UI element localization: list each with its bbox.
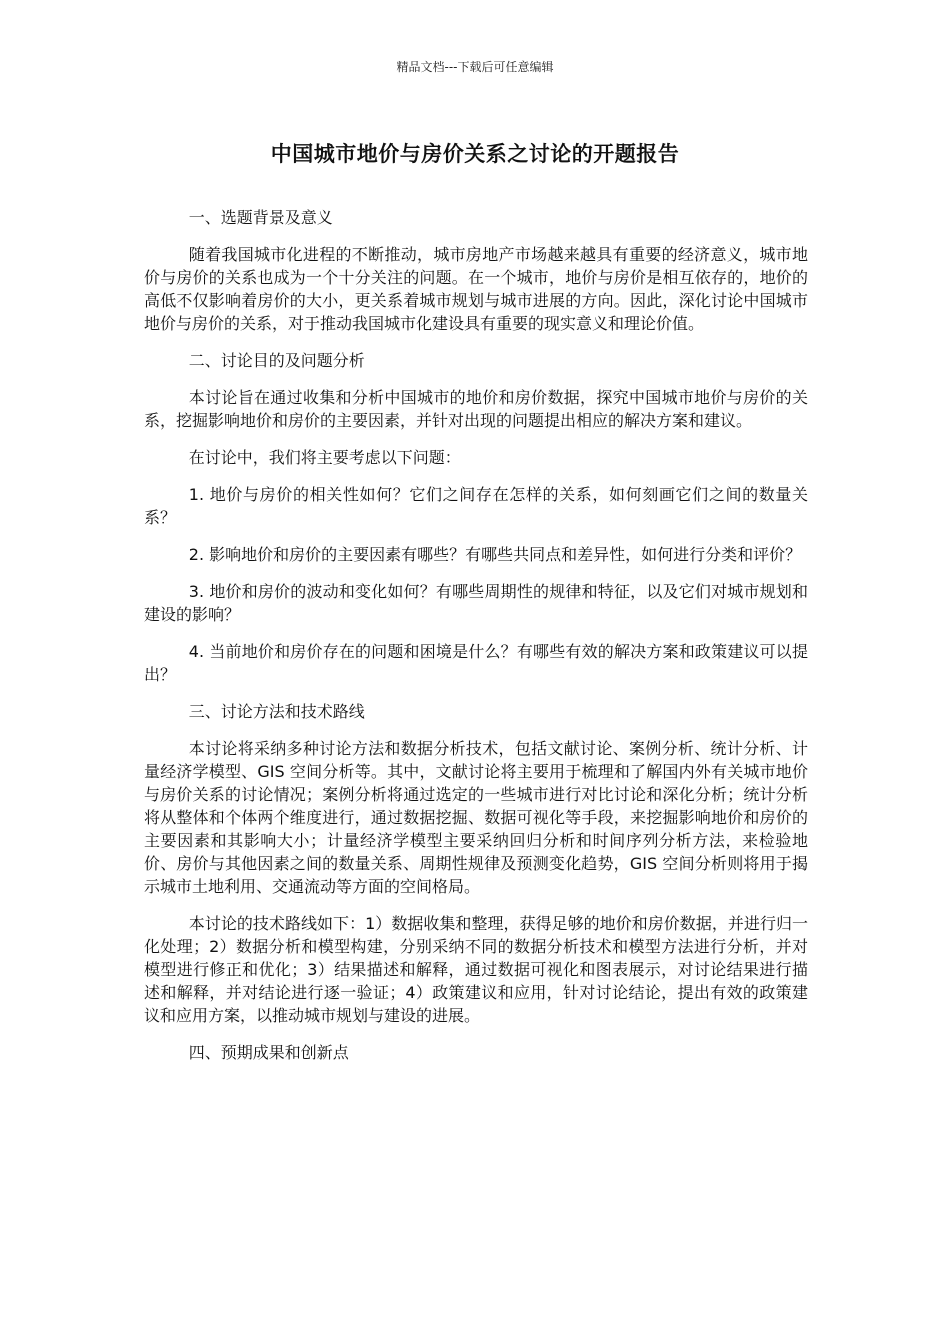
- document-body: [144, 206, 808, 1078]
- section-heading: 一、选题背景及意义: [188, 208, 333, 227]
- numbered-question: 2. 影响地价和房价的主要因素有哪些？有哪些共同点和差异性，如何进行分类和评价？: [188, 545, 802, 564]
- numbered-question: 4. 当前地价和房价存在的问题和困境是什么？有哪些有效的解决方案和政策建议可以提出？: [144, 642, 808, 684]
- section-heading: 二、讨论目的及问题分析: [188, 351, 365, 370]
- body-paragraph: 本讨论的技术路线如下：1）数据收集和整理，获得足够的地价和房价数据，并进行归一化处理；2）数据分析和模型构建，分别采纳不同的数据分析技术和模型方法进行分析，并对模型进行修正和优化；3）结果描述和解释，通过数据可视化和图表展示，对讨论结果进行描述和解释，并对结论进行逐一验证；4）政策建议和应用，针对讨论结论，提出有效的政策建议和应用方案，以推动城市规划与建设的进展。: [144, 914, 808, 1025]
- section-heading: 三、讨论方法和技术路线: [188, 702, 365, 721]
- numbered-question: 3. 地价和房价的波动和变化如何？有哪些周期性的规律和特征，以及它们对城市规划和建设的影响？: [144, 582, 808, 624]
- body-paragraph: 随着我国城市化进程的不断推动，城市房地产市场越来越具有重要的经济意义，城市地价与房价的关系也成为一个十分关注的问题。在一个城市，地价与房价是相互依存的，地价的高低不仅影响着房价的大小，更关系着城市规划与城市进展的方向。因此，深化讨论中国城市地价与房价的关系，对于推动我国城市化建设具有重要的现实意义和理论价值。: [144, 245, 808, 333]
- body-paragraph: 本讨论旨在通过收集和分析中国城市的地价和房价数据，探究中国城市地价与房价的关系，挖掘影响地价和房价的主要因素，并针对出现的问题提出相应的解决方案和建议。: [144, 388, 808, 430]
- body-paragraph: 在讨论中，我们将主要考虑以下问题：: [188, 448, 461, 467]
- section-heading: 四、预期成果和创新点: [188, 1043, 349, 1062]
- body-paragraph: 本讨论将采纳多种讨论方法和数据分析技术，包括文献讨论、案例分析、统计分析、计量经济学模型、GIS 空间分析等。其中，文献讨论将主要用于梳理和了解国内外有关城市地价与房价关系的讨论情况；案例分析将通过选定的一些城市进行对比讨论和深化分析；统计分析将从整体和个体两个维度进行，通过数据挖掘、数据可视化等手段，来挖掘影响地价和房价的主要因素和其影响大小；计量经济学模型主要采纳回归分析和时间序列分析方法，来检验地价、房价与其他因素之间的数量关系、周期性规律及预测变化趋势，GIS 空间分析则将用于揭示城市土地利用、交通流动等方面的空间格局。: [144, 739, 808, 896]
- numbered-question: 1. 地价与房价的相关性如何？它们之间存在怎样的关系，如何刻画它们之间的数量关系？: [144, 485, 808, 527]
- document-title: 中国城市地价与房价关系之讨论的开题报告: [270, 142, 680, 166]
- header-note: 精品文档---下载后可任意编辑: [396, 60, 554, 74]
